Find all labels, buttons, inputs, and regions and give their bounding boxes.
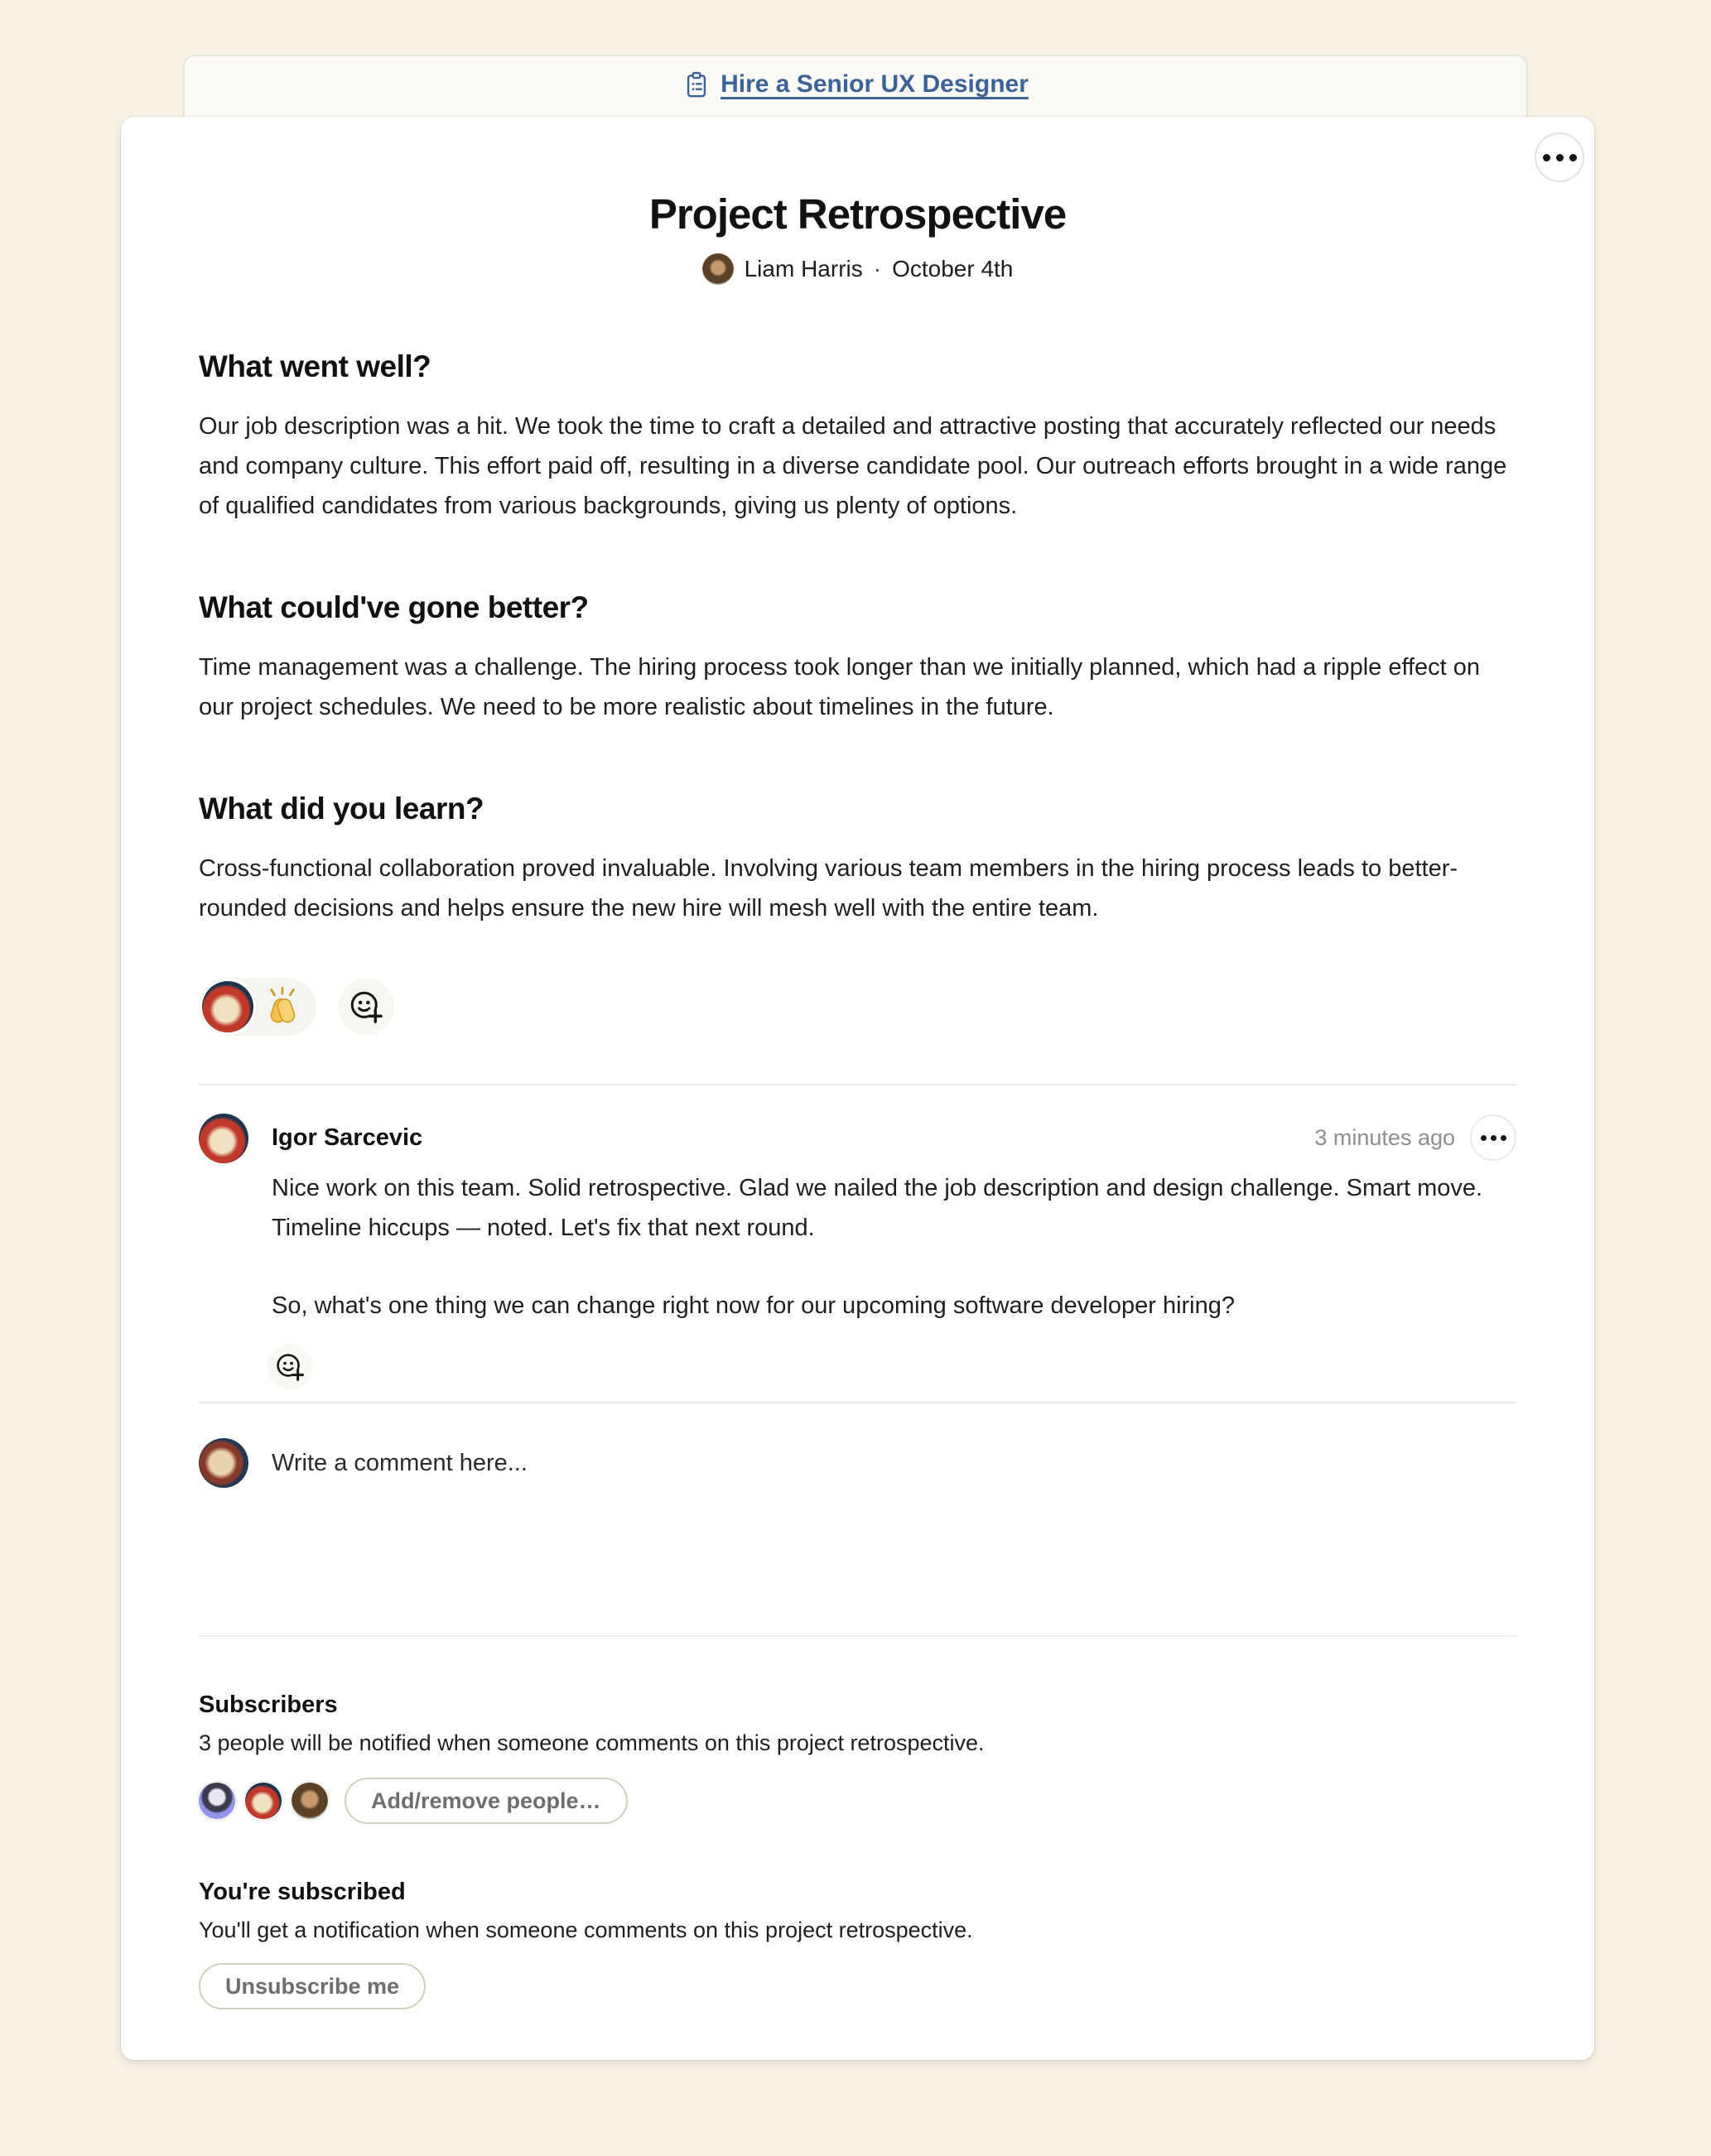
comment-paragraph: Nice work on this team. Solid retrospective. Glad we nailed the job description and design challenge. Smart move. Timeline hiccups — noted. Let's fix that next round. bbox=[272, 1175, 1483, 1241]
section-heading: What did you learn? bbox=[199, 792, 484, 825]
comment-timestamp: 3 minutes ago bbox=[1314, 1124, 1455, 1150]
subscribers-row bbox=[199, 1778, 1516, 1824]
subscribers-heading: Subscribers bbox=[199, 1692, 338, 1718]
comment-author: Igor Sarcevic bbox=[272, 1124, 423, 1151]
clap-reaction-pill[interactable] bbox=[199, 978, 316, 1036]
retrospective-card bbox=[121, 117, 1594, 2060]
divider bbox=[199, 1402, 1516, 1403]
subscribers-section bbox=[199, 1692, 1516, 2009]
commenter-avatar[interactable] bbox=[199, 1114, 248, 1163]
comment-paragraph: So, what's one thing we can change right now for our upcoming software developer hiring? bbox=[272, 1292, 1236, 1319]
byline bbox=[121, 253, 1594, 285]
section-heading: What went well? bbox=[199, 349, 431, 383]
reactor-avatar bbox=[202, 981, 253, 1032]
ellipsis-icon bbox=[1543, 154, 1577, 161]
comment-header bbox=[272, 1114, 1516, 1162]
divider bbox=[199, 1635, 1516, 1637]
comment-more-button[interactable] bbox=[1470, 1114, 1516, 1161]
current-user-avatar bbox=[199, 1438, 248, 1488]
project-link[interactable] bbox=[682, 70, 1029, 99]
section-body: Cross-functional collaboration proved invaluable. Involving various team members in the hiring process leads to better-rounded decisions and helps ensure the new hire will mesh well with the entire team. bbox=[199, 855, 1458, 922]
byline-separator: · bbox=[873, 256, 882, 282]
subscriber-avatar[interactable] bbox=[245, 1783, 282, 1819]
subscriber-avatar[interactable] bbox=[199, 1783, 235, 1819]
more-options-button[interactable] bbox=[1535, 132, 1584, 182]
project-link-label: Hire a Senior UX Designer bbox=[721, 70, 1029, 98]
page-title: Project Retrospective bbox=[648, 190, 1067, 238]
subscription-status-heading: You're subscribed bbox=[199, 1879, 406, 1905]
add-reaction-button[interactable] bbox=[338, 979, 394, 1035]
comment-main bbox=[272, 1114, 1516, 1390]
clipboard-icon bbox=[682, 70, 711, 99]
subscription-description: You'll get a notification when someone comments on this project retrospective. bbox=[199, 1918, 973, 1942]
subscribers-description: 3 people will be notified when someone comments on this project retrospective. bbox=[199, 1730, 985, 1755]
add-remove-people-button[interactable]: Add/remove people… bbox=[345, 1778, 628, 1824]
section-what-couldve-gone-better bbox=[199, 590, 1516, 727]
section-body: Our job description was a hit. We took the time to craft a detailed and attractive posting that accurately reflected our needs and company culture. This effort paid off, resulting in a diverse candidate pool. Our outreach efforts brought in a wide range of qualified candidates from various backgrounds, giving us plenty of options. bbox=[199, 413, 1507, 519]
author-name: Liam Harris bbox=[744, 256, 863, 282]
comment-composer[interactable] bbox=[199, 1438, 1516, 1488]
post-date: October 4th bbox=[892, 256, 1014, 282]
ellipsis-icon bbox=[1481, 1135, 1506, 1141]
comment-add-reaction-button[interactable] bbox=[267, 1344, 313, 1390]
unsubscribe-button[interactable]: Unsubscribe me bbox=[199, 1963, 426, 2009]
document-body bbox=[121, 349, 1594, 2060]
section-what-did-you-learn bbox=[199, 792, 1516, 928]
comment bbox=[199, 1114, 1516, 1390]
author-avatar[interactable] bbox=[702, 253, 734, 285]
reactions-row bbox=[199, 978, 1516, 1036]
section-body: Time management was a challenge. The hiring process took longer than we initially planned, which had a ripple effect on our project schedules. We need to be more realistic about timelines in the future. bbox=[199, 654, 1481, 720]
clap-icon bbox=[262, 985, 303, 1029]
divider bbox=[199, 1084, 1516, 1085]
section-what-went-well bbox=[199, 349, 1516, 526]
comment-input-placeholder: Write a comment here... bbox=[272, 1449, 528, 1476]
subscriber-avatar[interactable] bbox=[292, 1783, 328, 1819]
section-heading: What could've gone better? bbox=[199, 590, 589, 624]
